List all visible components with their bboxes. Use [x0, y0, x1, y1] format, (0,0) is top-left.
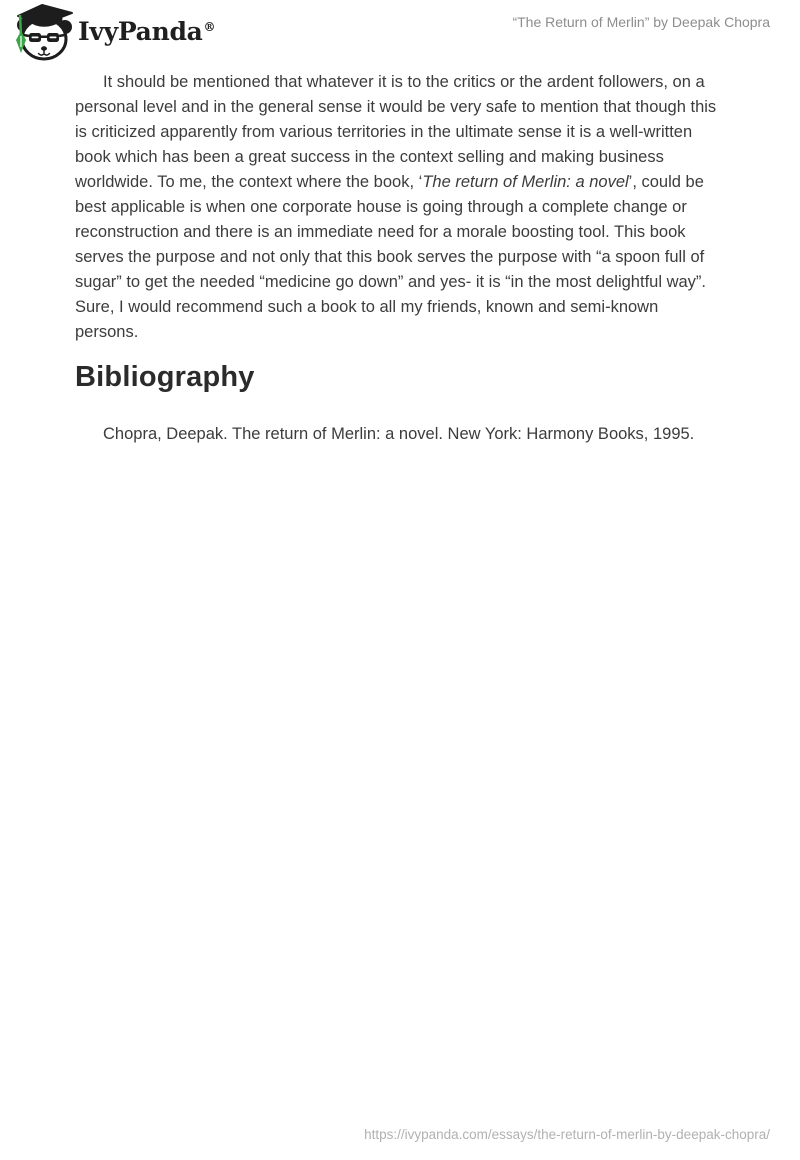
paragraph-text: It should be mentioned that whatever it is to the critics or the ardent followers, on a personal level and in the general sense it would be very safe to mention that though this is criticized apparently from various territories in the ultimate sense it is a well-written book which has been a great success in the context selling and making business worldwide. To me, the context where the book, ‘ [75, 73, 717, 191]
book-title-italic: The return of Merlin: a novel [422, 173, 629, 191]
ivypanda-panda-logo-icon [10, 3, 74, 61]
essay-paragraph [75, 70, 725, 345]
bibliography-heading: Bibliography [75, 361, 255, 393]
paragraph-text-continued: ’, could be best applicable is when one corporate house is going through a complete change or reconstruction and there is an immediate need for a morale boosting tool. This book serves the purpose and not only that this book serves the purpose with “a spoon full of sugar” to get the needed “medicine go down” and yes- it is “in the most delightful way”. Sure, I would recommend such a book to all my friends, known and semi-known persons. [75, 173, 706, 341]
registered-trademark-mark: ® [203, 19, 216, 34]
brand-name-text: IvyPanda [78, 17, 203, 46]
source-url: https://ivypanda.com/essays/the-return-of-merlin-by-deepak-chopra/ [364, 1127, 770, 1142]
document-title: “The Return of Merlin” by Deepak Chopra [512, 14, 770, 30]
bibliography-citation: Chopra, Deepak. The return of Merlin: a novel. New York: Harmony Books, 1995. [103, 425, 695, 443]
brand-name [78, 17, 215, 46]
